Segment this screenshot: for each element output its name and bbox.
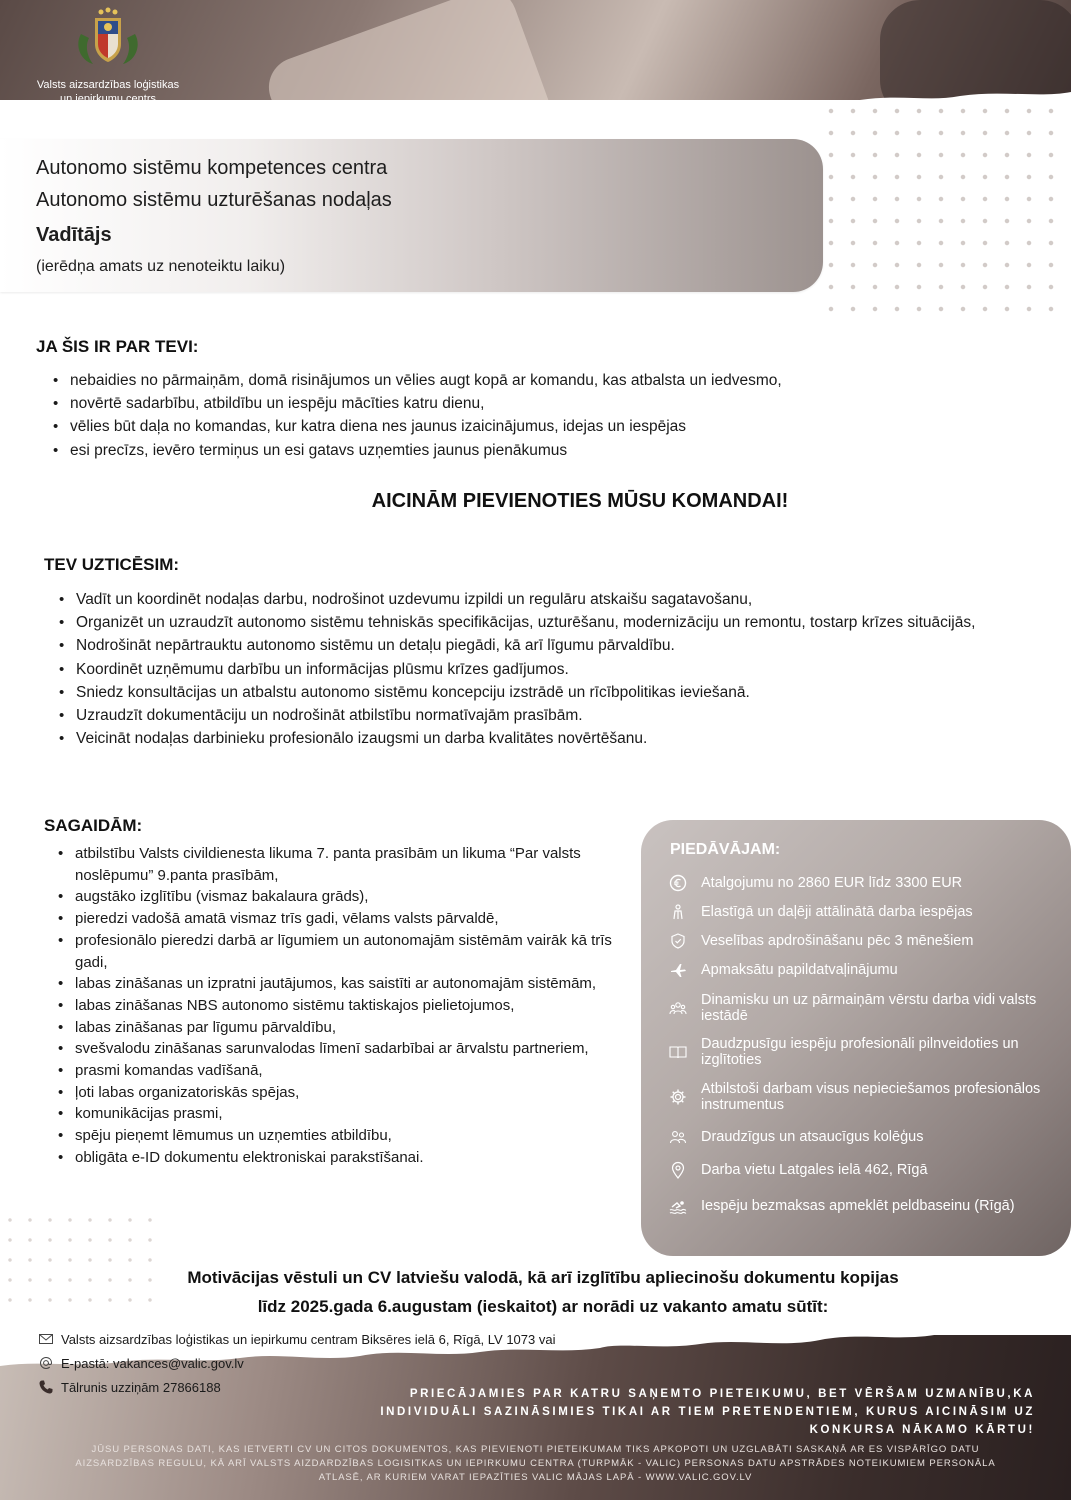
selection-notice xyxy=(355,1385,1035,1439)
intro-heading: JA ŠIS IR PAR TEVI: xyxy=(36,337,199,356)
offer-item xyxy=(669,874,1049,892)
offer-text: Atalgojumu no 2860 EUR līdz 3300 EUR xyxy=(701,875,963,891)
offer-item xyxy=(669,961,1049,979)
list-item: • profesionālo pieredzi darbā ar līgumiem un autonomajām sistēmām vairāk kā trīs gadi, xyxy=(53,930,638,973)
position-title: Vadītājs xyxy=(36,224,112,246)
location-pin-icon xyxy=(669,1161,687,1179)
book-icon xyxy=(669,1043,687,1061)
offer-text: Daudzpusīgu iespēju profesionāli pilnveidoties un izglītoties xyxy=(701,1036,1019,1068)
duties-list xyxy=(54,588,1029,750)
offer-item xyxy=(669,1161,1049,1179)
list-item: • svešvalodu zināšanas sarunvalodas līmenī sadarbībai ar ārvalstu partneriem, xyxy=(53,1038,638,1060)
colleagues-icon xyxy=(669,1128,687,1146)
contact-address-text: Valsts aizsardzības loģistikas un iepirkumu centram Biksēres ielā 6, Rīgā, LV 1073 vai xyxy=(61,1331,556,1347)
gdpr-line3: ATLASĒ, AR KURIEM VARAT IEPAZĪTIES VALIC MĀJAS LAPĀ - WWW.VALIC.GOV.LV xyxy=(318,1472,753,1483)
call-to-action-heading: AICINĀM PIEVIENOTIES MŪSU KOMANDAI! xyxy=(371,490,789,512)
decorative-dot-pattern xyxy=(820,100,1070,320)
gdpr-line2: AIZSARDZĪBAS REGULU, KĀ ARĪ VALSTS AIZDARDZĪBAS LOGISITKAS UN IEPIRKUMU CENTRA (TURPMĀK - VALIC) PERSONAS DATU APSTRĀDES NOTEIKUMIEM PERSONĀLA xyxy=(75,1458,996,1469)
application-instructions-line1: Motivācijas vēstuli un CV latviešu valodā, kā arī izglītību apliecinošu dokumentu kopijas xyxy=(187,1268,899,1287)
offer-text: Apmaksātu papildatvaļinājumu xyxy=(701,962,898,978)
shield-icon xyxy=(669,932,687,950)
list-item: • vēlies būt daļa no komandas, kur katra diena nes jaunus izaicinājumus, idejas un iespējas xyxy=(48,415,948,438)
contact-email-text[interactable]: E-pastā: vakances@valic.gov.lv xyxy=(61,1355,244,1371)
offer-item xyxy=(669,1081,1049,1113)
organization-logo xyxy=(20,4,196,106)
gdpr-notice xyxy=(0,1443,1071,1485)
coat-of-arms-icon xyxy=(73,4,143,70)
offer-text: Atbilstoši darbam visus nepieciešamos profesionālos instrumentus xyxy=(701,1081,1041,1113)
list-item: • Vadīt un koordinēt nodaļas darbu, nodrošinot uzdevumu izpildi un regulāru atskaišu sagatavošanu, xyxy=(54,588,1029,611)
list-item: • Uzraudzīt dokumentāciju un nodrošināt atbilstību normatīvajām prasībām. xyxy=(54,704,1029,727)
gear-icon xyxy=(669,1088,687,1106)
team-icon xyxy=(669,999,687,1017)
list-item: • nebaidies no pārmaiņām, domā risinājumos un vēlies augt kopā ar komandu, kas atbalsta un iedvesmo, xyxy=(48,369,948,392)
list-item: • labas zināšanas par līgumu pārvaldību, xyxy=(53,1017,638,1039)
offers-heading: PIEDĀVĀJAM: xyxy=(670,841,781,858)
notice-line2: INDIVIDUĀLI SAZINĀSIMIES TIKAI AR TIEM PRETENDENTIEM, KURUS AICINĀSIM UZ xyxy=(380,1406,1035,1418)
notice-line3: KONKURSA NĀKAMO KĀRTU! xyxy=(809,1424,1035,1436)
offer-item xyxy=(669,1036,1049,1068)
hybrid-work-icon xyxy=(669,903,687,921)
list-item: • atbilstību Valsts civildienesta likuma 7. panta prasībām un likuma “Par valsts noslēpumu” 9.panta prasībām, xyxy=(53,843,638,886)
list-item: • obligāta e-ID dokumentu elektroniskai parakstīšanai. xyxy=(53,1147,638,1169)
requirements-heading: SAGAIDĀM: xyxy=(44,816,143,835)
swimmer-icon xyxy=(669,1197,687,1215)
offer-text: Draudzīgus un atsaucīgus kolēģus xyxy=(701,1129,924,1145)
contact-phone xyxy=(38,1379,221,1395)
offer-item xyxy=(669,1128,1049,1146)
intro-list xyxy=(48,369,948,462)
list-item: • komunikācijas prasmi, xyxy=(53,1103,638,1125)
notice-line1: PRIECĀJAMIES PAR KATRU SAŅEMTO PIETEIKUMU, BET VĒRŠAM UZMANĪBU,KA xyxy=(409,1388,1035,1400)
list-item: • Organizēt un uzraudzīt autonomo sistēmu tehniskās specifikācijas, uzturēšanu, modernizāciju un remontu, tostarp krīzes situācijās, xyxy=(54,611,1029,634)
offer-text: Darba vietu Latgales ielā 462, Rīgā xyxy=(701,1162,928,1178)
envelope-icon xyxy=(38,1331,54,1347)
duties-heading: TEV UZTICĒSIM: xyxy=(44,555,180,574)
offer-text: Elastīgā un daļēji attālinātā darba iespējas xyxy=(701,904,973,920)
offer-item xyxy=(669,1195,1049,1217)
euro-icon xyxy=(669,874,687,892)
gdpr-line1: JŪSU PERSONAS DATI, KAS IETVERTI CV UN CITOS DOKUMENTOS, KAS PIEVIENOTI PIETEIKUMAM TIKS APKOPOTI UN UZGLABĀTI SASKAŅĀ AR ES VISPĀRĪGO DATU xyxy=(91,1444,980,1455)
offer-item xyxy=(669,992,1049,1024)
airplane-icon xyxy=(669,961,687,979)
list-item: • spēju pieņemt lēmumus un uzņemties atbildību, xyxy=(53,1125,638,1147)
list-item: • Koordinēt uzņēmumu darbību un informācijas plūsmu krīzes gadījumos. xyxy=(54,658,1029,681)
contact-address xyxy=(38,1331,555,1347)
list-item: • Nodrošināt nepārtrauktu autonomo sistēmu un detaļu piegādi, kā arī līgumu pārvaldību. xyxy=(54,634,1029,657)
department-line2: Autonomo sistēmu uzturēšanas nodaļas xyxy=(36,189,392,211)
requirements-list xyxy=(53,843,638,1169)
at-icon xyxy=(38,1355,54,1371)
list-item: • novērtē sadarbību, atbildību un iespēju mācīties katru dienu, xyxy=(48,392,948,415)
list-item: • Veicināt nodaļas darbinieku profesionālo izaugsmi un darba kvalitātes novērtēšanu. xyxy=(54,727,1029,750)
list-item: • esi precīzs, ievēro termiņus un esi gatavs uzņemties jaunus pienākumus xyxy=(48,439,948,462)
organization-name-line1: Valsts aizsardzības loģistikas xyxy=(36,79,180,91)
offer-item xyxy=(669,932,1049,950)
offer-text: Veselības apdrošināšanu pēc 3 mēnešiem xyxy=(701,933,974,949)
offers-card xyxy=(641,820,1071,1256)
list-item: • pieredzi vadošā amatā vismaz trīs gadi, vēlams valsts pārvaldē, xyxy=(53,908,638,930)
offer-text: Dinamisku un uz pārmaiņām vērstu darba vidi valsts iestādē xyxy=(701,992,1037,1024)
list-item: • labas zināšanas un izpratni jautājumos, kas saistīti ar autonomajām sistēmām, xyxy=(53,973,638,995)
organization-name-line2: un iepirkumu centrs xyxy=(60,93,156,105)
application-instructions-line2: līdz 2025.gada 6.augustam (ieskaitot) ar norādi uz vakanto amatu sūtīt: xyxy=(257,1297,829,1316)
offer-item xyxy=(669,903,1049,921)
list-item: • ļoti labas organizatoriskās spējas, xyxy=(53,1082,638,1104)
department-line1: Autonomo sistēmu kompetences centra xyxy=(36,157,388,179)
offer-text: Iespēju bezmaksas apmeklēt peldbaseinu (Rīgā) xyxy=(701,1198,1015,1214)
list-item: • augstāko izglītību (vismaz bakalaura grāds), xyxy=(53,886,638,908)
phone-icon xyxy=(38,1379,54,1395)
list-item: • prasmi komandas vadīšanā, xyxy=(53,1060,638,1082)
contact-email xyxy=(38,1355,244,1371)
position-subtitle: (ierēdņa amats uz nenoteiktu laiku) xyxy=(36,258,286,275)
list-item: • labas zināšanas NBS autonomo sistēmu taktiskajos pielietojumos, xyxy=(53,995,638,1017)
position-header-card xyxy=(0,139,823,292)
contact-phone-text: Tālrunis uzziņām 27866188 xyxy=(61,1379,221,1395)
list-item: • Sniedz konsultācijas un atbalstu autonomo sistēmu koncepciju izstrādē un rīcībpolitikas ieviešanā. xyxy=(54,681,1029,704)
